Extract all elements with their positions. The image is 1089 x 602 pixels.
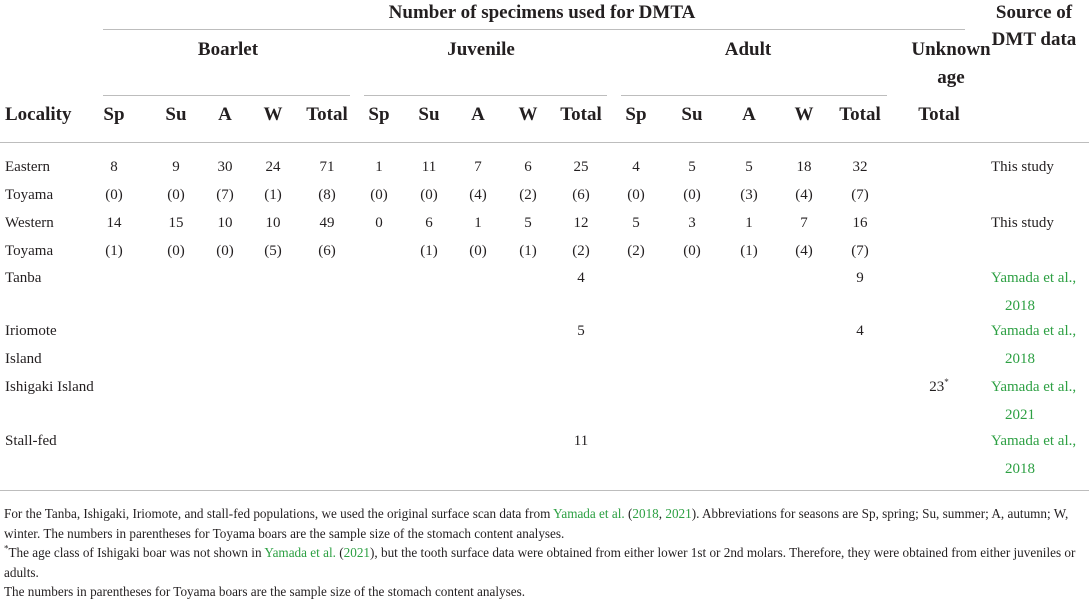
value-cell: (0) [167,187,185,203]
col-header-adult: A [742,104,756,125]
value-cell: 0 [375,215,383,231]
value-cell: 71 [319,159,335,175]
value-cell: (7) [851,187,869,203]
value-cell: 1 [474,215,482,231]
col-header-adult: Sp [625,104,647,125]
locality-cell: Eastern [5,159,50,175]
body-bottom-rule [0,490,1089,491]
value-cell: 5 [632,215,640,231]
value-cell: 9 [856,270,864,286]
value-cell: (2) [572,243,590,259]
value-cell [909,379,969,396]
source-cell: This study [991,159,1054,175]
value-cell: (2) [627,243,645,259]
col-header-boarlet: Su [165,104,187,125]
value-cell: 10 [265,215,281,231]
value-cell: 4 [632,159,640,175]
value-cell: 30 [217,159,233,175]
value-cell: 8 [110,159,118,175]
value-cell: (4) [795,243,813,259]
value-cell: (7) [216,187,234,203]
value-cell: (0) [216,243,234,259]
locality-cell: Toyama [5,243,54,259]
citation-link[interactable]: 2018 [632,506,659,521]
value-cell: (1) [519,243,537,259]
group-rule-juvenile [364,95,607,96]
value-cell: 5 [688,159,696,175]
value-cell: 9 [172,159,180,175]
value-cell: 15 [168,215,184,231]
col-header-adult: W [794,104,814,125]
col-header-boarlet: Total [306,104,348,125]
group-unknown-age: age [937,67,965,88]
col-header-boarlet: A [218,104,232,125]
value-cell: 1 [745,215,753,231]
value-cell: 14 [106,215,122,231]
value-cell: (7) [851,243,869,259]
source-header: Source of [995,2,1073,23]
value-cell: (0) [683,187,701,203]
group-unknown-age: Unknown [911,39,991,60]
source-citation-link[interactable]: 2018 [1005,351,1035,367]
value-cell: (3) [740,187,758,203]
source-header: DMT data [991,29,1077,50]
value-cell: (0) [105,187,123,203]
value-cell: (2) [519,187,537,203]
col-header-unknown: Total [918,104,960,125]
source-citation-link[interactable]: Yamada et al., [991,270,1077,286]
value-cell: 5 [745,159,753,175]
value-cell: 7 [800,215,808,231]
value-cell: (8) [318,187,336,203]
value-cell: 5 [577,323,585,339]
locality-cell: Stall-fed [5,433,57,449]
col-header-adult: Su [681,104,703,125]
source-citation-link[interactable]: 2018 [1005,461,1035,477]
footnote-1: For the Tanba, Ishigaki, Iriomote, and stall-fed populations, we used the original surface scan data from Yamada et al. (2018, 2021). Abbreviations for seasons are Sp, spring; Su, summer; A, autumn; W, winter. The numbers in parentheses for Toyama boars are the sample size of the stomach content analyses. [4,506,1069,541]
value-cell: (0) [683,243,701,259]
value-cell: 25 [573,159,589,175]
locality-header: Locality [5,104,72,125]
value-cell: 32 [852,159,868,175]
value-cell: 4 [856,323,864,339]
value-cell: 12 [573,215,589,231]
value-cell: 6 [524,159,532,175]
value-cell: 7 [474,159,482,175]
citation-link[interactable]: 2021 [343,545,370,560]
value-cell: 11 [421,159,437,175]
value-cell: (1) [105,243,123,259]
col-header-juvenile: A [471,104,485,125]
header-rule [103,29,965,30]
value-cell: (4) [469,187,487,203]
value-cell: 4 [577,270,585,286]
value-cell: 24 [265,159,281,175]
col-header-boarlet: W [263,104,283,125]
value-cell: (6) [318,243,336,259]
col-header-juvenile: Sp [368,104,390,125]
locality-cell: Tanba [5,270,42,286]
footnote-marker: * [944,377,949,387]
value-cell: (0) [167,243,185,259]
unknown-total-value: 23 [929,379,945,395]
citation-link[interactable]: Yamada et al. [553,506,625,521]
value-cell: (1) [264,187,282,203]
table-footnotes [4,504,1084,602]
value-cell: 18 [796,159,812,175]
value-cell: (0) [420,187,438,203]
group-adult: Adult [724,39,772,60]
value-cell: 6 [425,215,433,231]
source-citation-link[interactable]: Yamada et al., [991,323,1077,339]
source-cell: This study [991,215,1054,231]
footnote-3: The numbers in parentheses for Toyama boars are the sample size of the stomach content analyses. [4,584,526,599]
source-citation-link[interactable]: 2018 [1005,298,1035,314]
col-header-juvenile: W [518,104,538,125]
group-rule-adult [621,95,887,96]
locality-cell: Western [5,215,54,231]
source-citation-link[interactable]: Yamada et al., [991,379,1077,395]
col-header-adult: Total [839,104,881,125]
value-cell: (0) [469,243,487,259]
value-cell: 3 [688,215,696,231]
locality-cell: Iriomote [5,323,57,339]
value-cell: (5) [264,243,282,259]
body-top-rule [0,142,1089,143]
source-citation-link[interactable]: Yamada et al., [991,433,1077,449]
value-cell: (0) [627,187,645,203]
value-cell: (1) [740,243,758,259]
value-cell: 49 [319,215,335,231]
value-cell: (4) [795,187,813,203]
group-juvenile: Juvenile [447,39,515,60]
value-cell: (6) [572,187,590,203]
group-rule-boarlet [103,95,350,96]
col-header-boarlet: Sp [103,104,125,125]
value-cell: 5 [524,215,532,231]
value-cell: (1) [420,243,438,259]
value-cell: 10 [217,215,233,231]
col-header-juvenile: Total [560,104,602,125]
locality-cell: Ishigaki Island [5,379,94,395]
footnote-2: *The age class of Ishigaki boar was not shown in Yamada et al. (2021), but the tooth surface data were obtained from either lower 1st or 2nd molars. Therefore, they were obtained from either juveniles or adults. [4,543,1076,580]
locality-cell: Island [5,351,42,367]
value-cell: (0) [370,187,388,203]
value-cell: 11 [573,433,589,449]
table-title: Number of specimens used for DMTA [388,2,696,23]
value-cell: 16 [852,215,868,231]
source-citation-link[interactable]: 2021 [1005,407,1035,423]
value-cell: 1 [375,159,383,175]
group-boarlet: Boarlet [197,39,259,60]
citation-link[interactable]: Yamada et al. [264,545,336,560]
locality-cell: Toyama [5,187,54,203]
col-header-juvenile: Su [418,104,440,125]
citation-link[interactable]: 2021 [665,506,692,521]
